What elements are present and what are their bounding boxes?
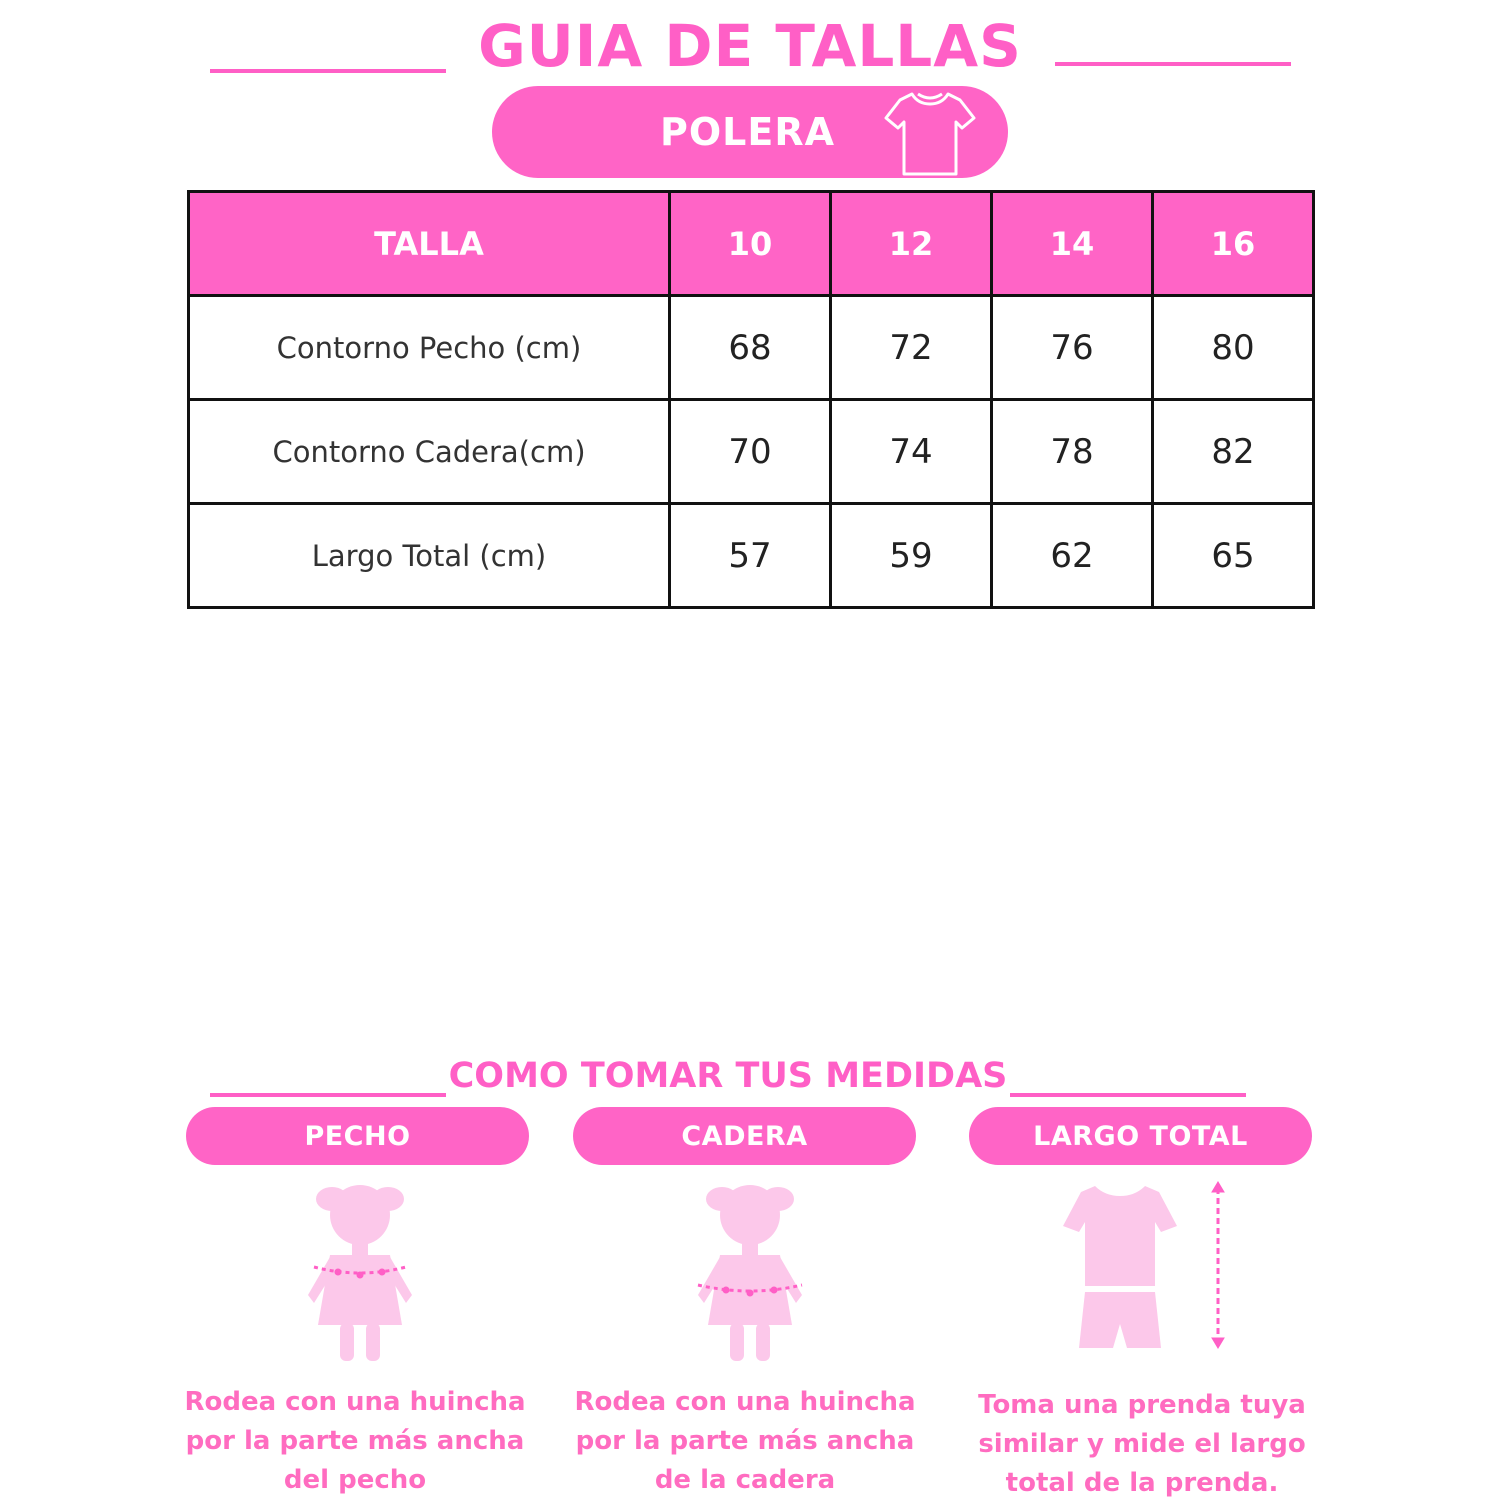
size-header-label: TALLA [189, 192, 670, 296]
caption-line: de la cadera [654, 1465, 836, 1495]
largo-total-pill: LARGO TOTAL [969, 1107, 1312, 1165]
table-row [189, 296, 1314, 400]
page-title: GUIA DE TALLAS [478, 12, 1022, 80]
caption-line: Rodea con una huincha [184, 1387, 526, 1417]
table-cell: 59 [831, 504, 992, 608]
table-cell: 68 [670, 296, 831, 400]
row-label: Contorno Pecho (cm) [189, 296, 670, 400]
table-row [189, 504, 1314, 608]
table-cell: 72 [831, 296, 992, 400]
table-cell: 76 [992, 296, 1153, 400]
section-title: COMO TOMAR TUS MEDIDAS [448, 1056, 1008, 1096]
row-label: Largo Total (cm) [189, 504, 670, 608]
table-cell: 78 [992, 400, 1153, 504]
size-table-header-row [189, 192, 1314, 296]
size-table [187, 190, 1315, 609]
cadera-caption [565, 1383, 925, 1500]
section-rule-right [1010, 1093, 1246, 1097]
caption-line: por la parte más ancha [185, 1426, 525, 1456]
table-cell: 70 [670, 400, 831, 504]
section-rule-left [210, 1093, 446, 1097]
caption-line: por la parte más ancha [575, 1426, 915, 1456]
tshirt-outline-icon [882, 88, 978, 178]
table-cell: 57 [670, 504, 831, 608]
table-cell: 82 [1153, 400, 1314, 504]
size-header-cell: 10 [670, 192, 831, 296]
cadera-pill: CADERA [573, 1107, 916, 1165]
caption-line: similar y mide el largo [978, 1429, 1306, 1459]
pecho-caption [175, 1383, 535, 1500]
caption-line: Rodea con una huincha [574, 1387, 916, 1417]
table-cell: 80 [1153, 296, 1314, 400]
title-rule-left [210, 69, 446, 73]
table-row [189, 400, 1314, 504]
girl-hip-measure-icon [680, 1175, 820, 1365]
size-header-cell: 12 [831, 192, 992, 296]
caption-line: Toma una prenda tuya [978, 1390, 1306, 1420]
caption-line: del pecho [283, 1465, 427, 1495]
caption-line: total de la prenda. [1005, 1468, 1279, 1498]
table-cell: 74 [831, 400, 992, 504]
girl-chest-measure-icon [290, 1175, 430, 1365]
title-rule-right [1055, 62, 1291, 66]
size-header-cell: 16 [1153, 192, 1314, 296]
product-pill [492, 86, 1008, 178]
pecho-pill: PECHO [186, 1107, 529, 1165]
product-label: POLERA [660, 110, 835, 154]
garment-length-measure-icon [1055, 1178, 1255, 1358]
size-header-cell: 14 [992, 192, 1153, 296]
table-cell: 62 [992, 504, 1153, 608]
largo-total-caption [962, 1386, 1322, 1503]
table-cell: 65 [1153, 504, 1314, 608]
row-label: Contorno Cadera(cm) [189, 400, 670, 504]
